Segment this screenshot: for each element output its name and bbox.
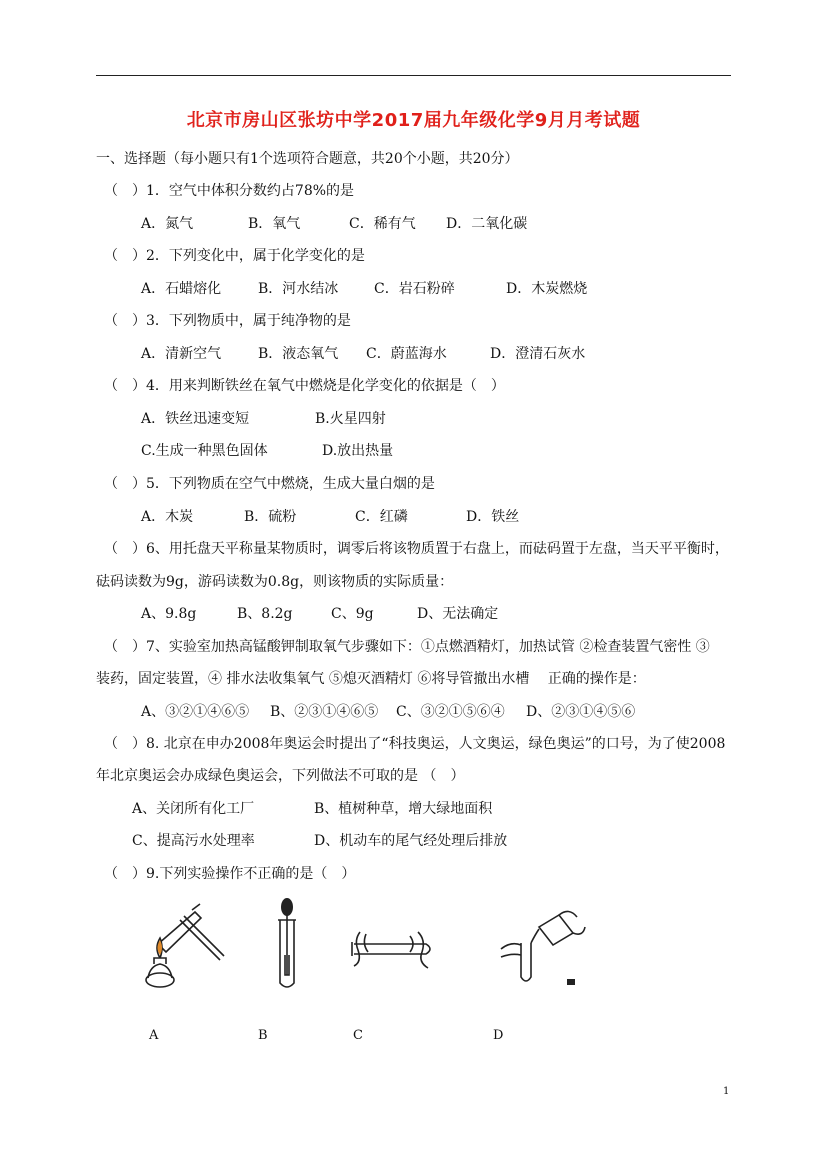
question-4-option-b: B.火星四射	[315, 411, 386, 427]
question-4-option-c: C.生成一种黑色固体	[141, 443, 268, 459]
question-8-stem-line-2: 年北京奥运会办成绿色奥运会，下列做法不可取的是 （ ）	[96, 768, 465, 784]
question-2-stem: （ ）2．下列变化中，属于化学变化的是	[104, 248, 365, 264]
question-5-option-d: D．铁丝	[466, 509, 520, 525]
question-3-option-b: B．液态氧气	[258, 346, 339, 362]
question-8-option-d: D、机动车的尾气经处理后排放	[314, 833, 508, 849]
question-8-option-a: A、关闭所有化工厂	[132, 801, 255, 817]
question-7-option-b: B、②③①④⑥⑤	[270, 704, 379, 720]
question-7-stem-line-1: （ ）7、实验室加热高锰酸钾制取氧气步骤如下：①点燃酒精灯，加热试管 ②检查装置气密性 ③	[104, 639, 710, 655]
question-2-option-b: B．河水结冰	[258, 281, 339, 297]
question-7-option-d: D、②③①④⑤⑥	[526, 704, 636, 720]
question-8-option-c: C、提高污水处理率	[132, 833, 255, 849]
question-8-stem-line-1: （ ）8. 北京在申办2008年奥运会时提出了“科技奥运，人文奥运，绿色奥运”的口号，为了使2008	[104, 736, 726, 752]
question-4-stem: （ ）4．用来判断铁丝在氧气中燃烧是化学变化的依据是（ ）	[104, 378, 505, 394]
question-3-option-c: C．蔚蓝海水	[366, 346, 447, 362]
figure-d-pouring-liquid	[497, 905, 592, 990]
question-5-option-c: C．红磷	[355, 509, 408, 525]
question-2-option-d: D．木炭燃烧	[506, 281, 588, 297]
figure-c-shaking-test-tube	[348, 922, 443, 972]
question-5-stem: （ ）5．下列物质在空气中燃烧，生成大量白烟的是	[104, 476, 435, 492]
question-3-option-d: D．澄清石灰水	[490, 346, 586, 362]
question-2-option-a: A．石蜡熔化	[141, 281, 222, 297]
question-6-option-b: B、8.2g	[237, 606, 293, 622]
section-heading: 一、选择题（每小题只有1个选项符合题意，共20个小题，共20分）	[96, 151, 519, 167]
question-1-option-b: B．氧气	[248, 216, 301, 232]
question-3-option-a: A．清新空气	[141, 346, 222, 362]
question-5-option-b: B．硫粉	[244, 509, 297, 525]
question-4-option-d: D.放出热量	[322, 443, 394, 459]
question-6-stem-line-1: （ ）6、用托盘天平称量某物质时，调零后将该物质置于右盘上，而砝码置于左盘，当天平平衡时，	[104, 541, 729, 557]
figure-label-b: B	[258, 1028, 268, 1043]
question-9-stem: （ ）9.下列实验操作不正确的是（ ）	[104, 866, 356, 882]
header-rule	[96, 75, 731, 76]
page-number: 1	[723, 1086, 730, 1097]
figure-label-c: C	[353, 1028, 363, 1043]
figure-a-heating-test-tube	[140, 900, 230, 995]
question-5-option-a: A．木炭	[141, 509, 194, 525]
question-7-option-c: C、③②①⑤⑥④	[396, 704, 505, 720]
question-1-option-c: C．稀有气	[349, 216, 416, 232]
question-6-option-d: D、无法确定	[417, 606, 499, 622]
question-8-option-b: B、植树种草，增大绿地面积	[314, 801, 493, 817]
question-6-option-a: A、9.8g	[141, 606, 197, 622]
figure-label-a: A	[149, 1028, 159, 1043]
question-6-option-c: C、9g	[331, 606, 374, 622]
question-6-stem-line-2: 砝码读数为9g，游码读数为0.8g，则该物质的实际质量：	[96, 574, 454, 590]
figure-b-dropper-in-tube	[270, 895, 305, 995]
question-1-stem: （ ）1．空气中体积分数约占78%的是	[104, 183, 355, 199]
question-7-stem-line-2: 装药，固定装置，④ 排水法收集氧气 ⑤熄灭酒精灯 ⑥将导管撤出水槽 正确的操作是：	[96, 671, 646, 687]
question-3-stem: （ ）3．下列物质中，属于纯净物的是	[104, 313, 351, 329]
question-2-option-c: C．岩石粉碎	[374, 281, 455, 297]
question-1-option-a: A．氮气	[141, 216, 194, 232]
figure-label-d: D	[493, 1028, 504, 1043]
question-1-option-d: D．二氧化碳	[446, 216, 528, 232]
page-title: 北京市房山区张坊中学2017届九年级化学9月月考试题	[186, 110, 641, 131]
question-7-option-a: A、③②①④⑥⑤	[141, 704, 250, 720]
question-4-option-a: A．铁丝迅速变短	[141, 411, 250, 427]
